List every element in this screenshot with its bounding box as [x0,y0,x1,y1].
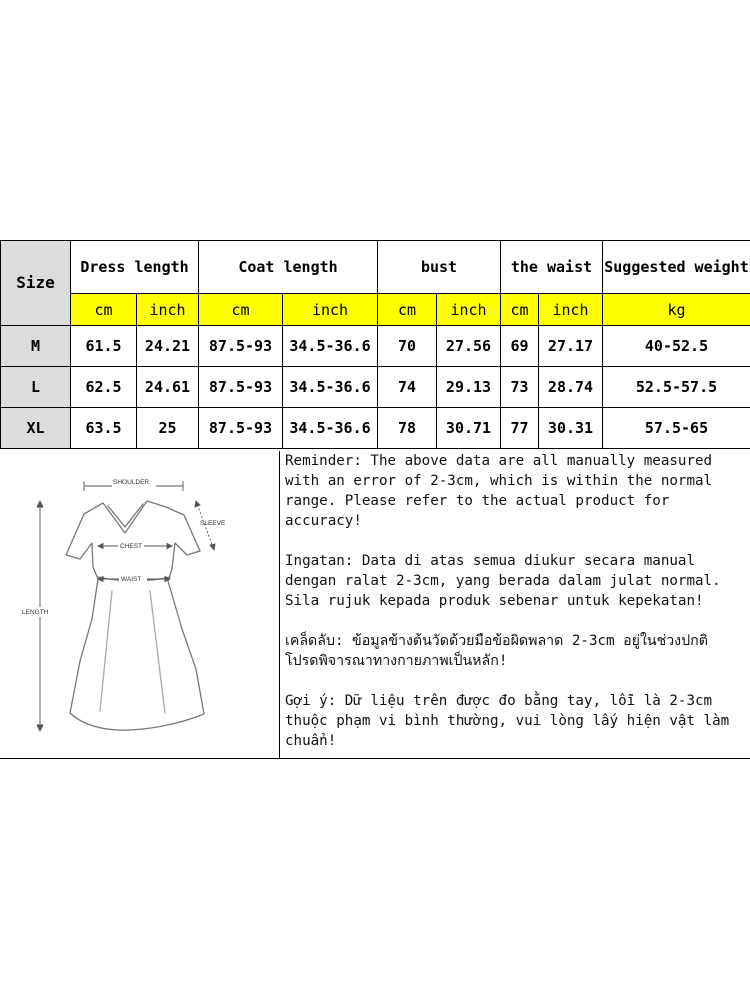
table-cell: 73 [501,367,539,408]
unit-cell: cm [378,294,437,326]
size-cell: M [1,326,71,367]
header-coat-length: Coat length [199,241,378,294]
table-row [1,367,750,408]
dress-diagram-icon [0,451,280,758]
table-cell: 74 [378,367,437,408]
table-cell: 61.5 [71,326,137,367]
table-cell: 30.71 [437,408,501,449]
table-cell: 87.5-93 [199,408,283,449]
table-cell: 77 [501,408,539,449]
length-label: LENGTH [22,609,49,616]
table-row [1,326,750,367]
note-english: Reminder: The above data are all manually measured with an error of 2-3cm, which is within the normal range. Please refer to the actual product for accuracy! [285,453,713,529]
table-cell: 63.5 [71,408,137,449]
table-cell: 52.5-57.5 [603,367,750,408]
unit-cell: cm [199,294,283,326]
dress-outline [66,501,204,730]
note-vietnamese: Gợi ý: Dữ liệu trên được đo bằng tay, lỗi là 2-3cm thuộc phạm vi bình thường, vui lòng lấy hiện vật làm chuẩn! [285,693,730,749]
size-cell: XL [1,408,71,449]
size-header: Size [1,241,71,326]
size-chart-table [0,240,750,449]
table-cell: 57.5-65 [603,408,750,449]
table-cell: 29.13 [437,367,501,408]
table-cell: 40-52.5 [603,326,750,367]
unit-cell: inch [539,294,603,326]
header-suggested-weight: Suggested weight [603,241,750,294]
table-cell: 34.5-36.6 [283,326,378,367]
table-units-row [1,294,750,326]
header-dress-length: Dress length [71,241,199,294]
dress-diagram [0,451,280,758]
note-malay: Ingatan: Data di atas semua diukur secara manual dengan ralat 2-3cm, yang berada dalam julat normal. Sila rujuk kepada produk sebenar untuk kepekatan! [285,553,721,609]
table-cell: 30.31 [539,408,603,449]
table-cell: 70 [378,326,437,367]
table-cell: 62.5 [71,367,137,408]
table-cell: 78 [378,408,437,449]
notes-panel [285,451,747,751]
table-cell: 28.74 [539,367,603,408]
size-cell: L [1,367,71,408]
table-cell: 34.5-36.6 [283,367,378,408]
bottom-section [0,451,750,759]
unit-cell: inch [283,294,378,326]
unit-cell: inch [437,294,501,326]
shoulder-label: SHOULDER [113,479,150,486]
note-thai: เคล็ดลับ: ข้อมูลข้างต้นวัดด้วยมือข้อผิดพลาด 2-3cm อยู่ในช่วงปกติ โปรดพิจารณาทางกายภาพเป็นหลัก! [285,633,708,669]
table-cell: 24.61 [137,367,199,408]
table-header-row [1,241,750,294]
table-cell: 87.5-93 [199,326,283,367]
table-cell: 27.56 [437,326,501,367]
table-cell: 69 [501,326,539,367]
table-cell: 24.21 [137,326,199,367]
waist-label: WAIST [121,576,142,583]
table-row [1,408,750,449]
table-cell: 87.5-93 [199,367,283,408]
table-cell: 27.17 [539,326,603,367]
table-cell: 34.5-36.6 [283,408,378,449]
header-bust: bust [378,241,501,294]
unit-cell: kg [603,294,750,326]
unit-cell: cm [501,294,539,326]
header-waist: the waist [501,241,603,294]
chest-label: CHEST [120,543,143,550]
table-cell: 25 [137,408,199,449]
unit-cell: inch [137,294,199,326]
unit-cell: cm [71,294,137,326]
sleeve-label: SLEEVE [200,520,226,527]
